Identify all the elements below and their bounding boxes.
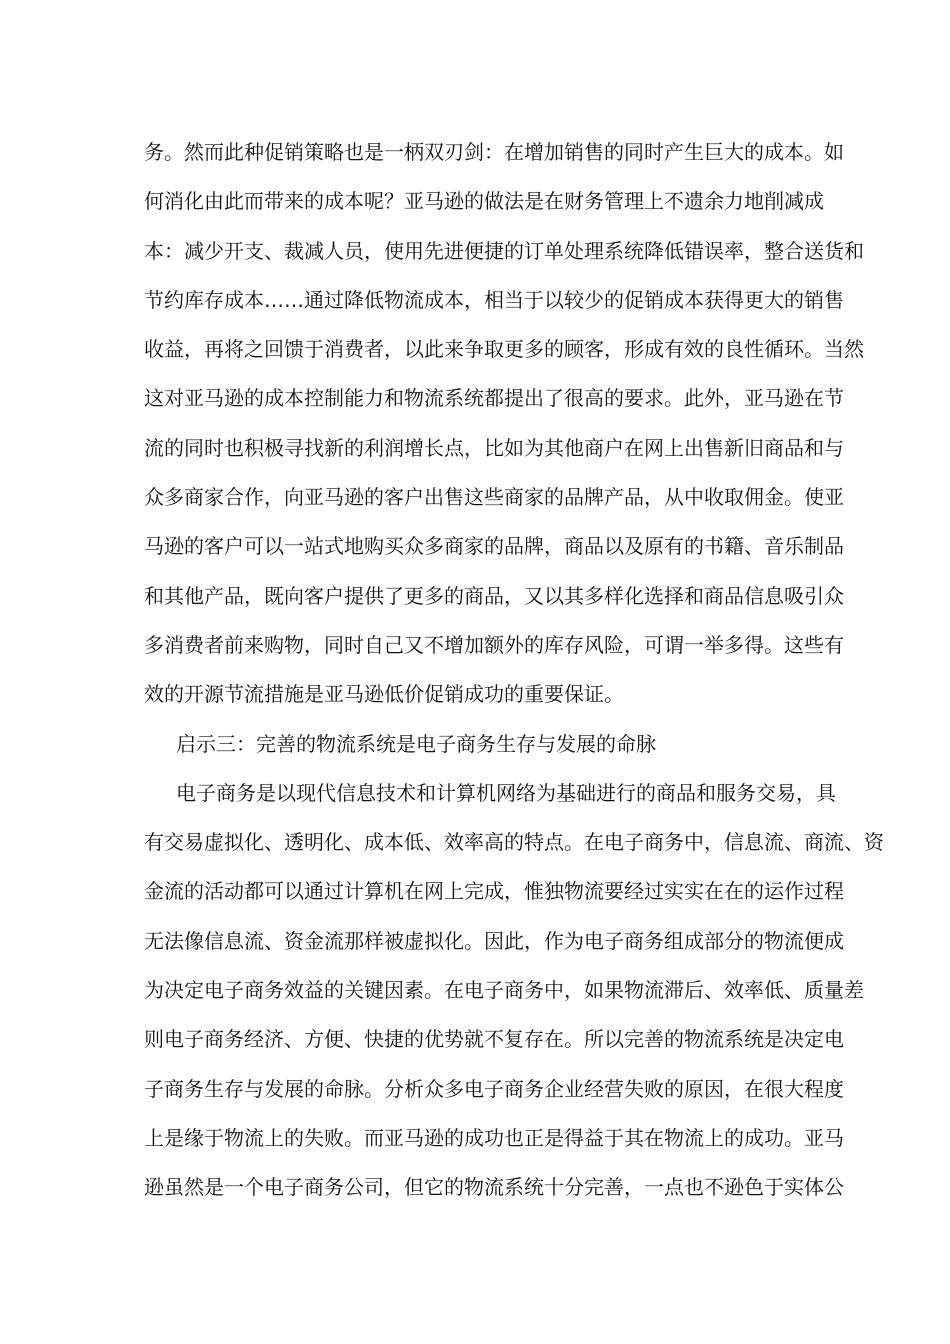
text-line: 马逊的客户可以一站式地购买众多商家的品牌，商品以及原有的书籍、音乐制品 [144,534,844,559]
text-line: 流的同时也积极寻找新的利润增长点，比如为其他商户在网上出售新旧商品和与 [144,435,844,460]
paragraph-first-line: 电子商务是以现代信息技术和计算机网络为基础进行的商品和服务交易，具 [176,780,836,805]
text-line: 何消化由此而带来的成本呢？亚马逊的做法是在财务管理上不遗余力地削减成 [144,189,824,214]
text-line: 本：减少开支、裁减人员，使用先进便捷的订单处理系统降低错误率，整合送货和 [144,238,864,263]
text-line: 众多商家合作，向亚马逊的客户出售这些商家的品牌产品，从中收取佣金。使亚 [144,485,844,510]
text-line: 和其他产品，既向客户提供了更多的商品，又以其多样化选择和商品信息吸引众 [144,583,844,608]
text-line: 为决定电子商务效益的关键因素。在电子商务中，如果物流滞后、效率低、质量差 [144,978,864,1003]
document-body [144,128,884,1213]
text-line: 金流的活动都可以通过计算机在网上完成，惟独物流要经过实实在在的运作过程 [144,879,844,904]
text-line: 则电子商务经济、方便、快捷的优势就不复存在。所以完善的物流系统是决定电 [144,1027,844,1052]
text-line: 上是缘于物流上的失败。而亚马逊的成功也正是得益于其在物流上的成功。亚马 [144,1125,844,1150]
text-line: 子商务生存与发展的命脉。分析众多电子商务企业经营失败的原因，在很大程度 [144,1076,844,1101]
text-line-last: 效的开源节流措施是亚马逊低价促销成功的重要保证。 [144,682,624,707]
section-heading: 启示三：完善的物流系统是电子商务生存与发展的命脉 [176,731,656,756]
text-line: 有交易虚拟化、透明化、成本低、效率高的特点。在电子商务中，信息流、商流、资 [144,830,884,855]
text-line: 无法像信息流、资金流那样被虚拟化。因此，作为电子商务组成部分的物流便成 [144,928,844,953]
text-line: 逊虽然是一个电子商务公司，但它的物流系统十分完善，一点也不逊色于实体公 [144,1175,844,1200]
text-line: 收益，再将之回馈于消费者，以此来争取更多的顾客，形成有效的良性循环。当然 [144,337,864,362]
text-line: 务。然而此种促销策略也是一柄双刃剑：在增加销售的同时产生巨大的成本。如 [144,140,844,164]
text-line: 多消费者前来购物，同时自己又不增加额外的库存风险，可谓一举多得。这些有 [144,632,844,657]
text-line: 这对亚马逊的成本控制能力和物流系统都提出了很高的要求。此外，亚马逊在节 [144,386,844,411]
text-line: 节约库存成本……通过降低物流成本，相当于以较少的促销成本获得更大的销售 [144,287,844,312]
